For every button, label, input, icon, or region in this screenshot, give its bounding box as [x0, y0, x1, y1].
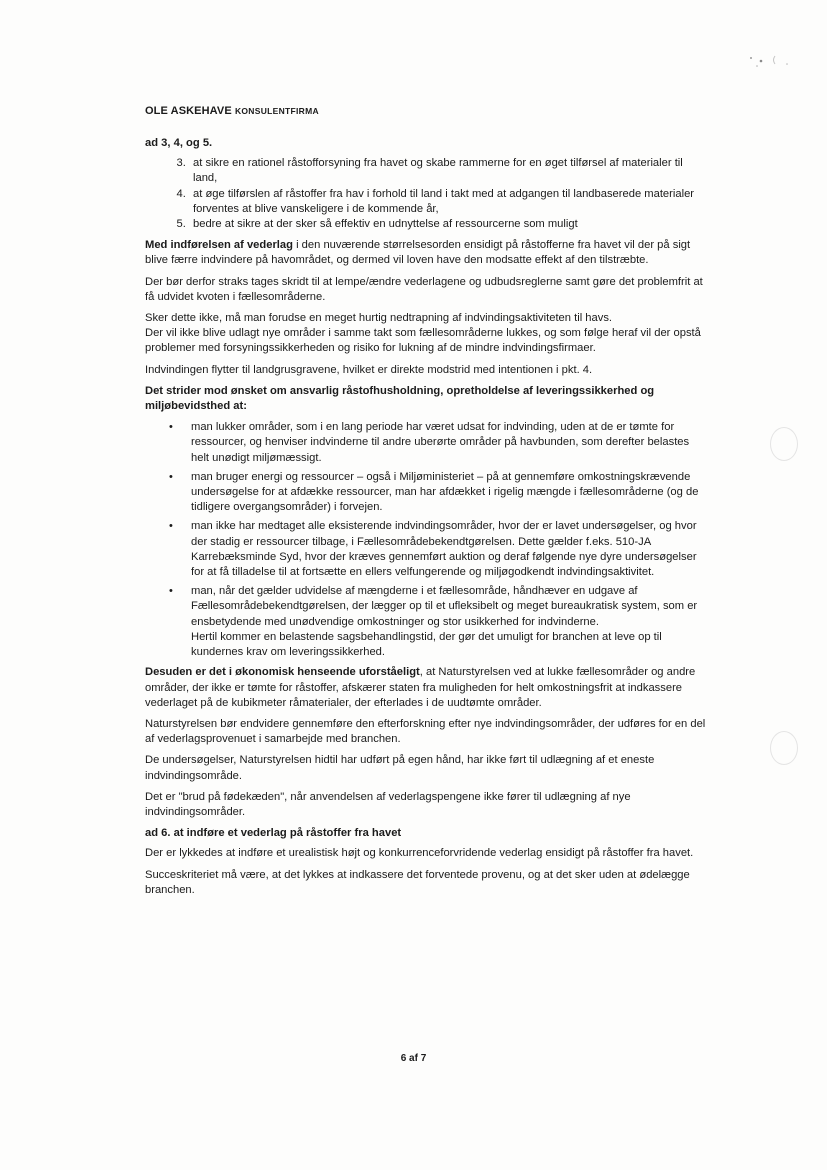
paragraph-undersogelser: De undersøgelser, Naturstyrelsen hidtil har udført på egen hånd, har ikke ført til udlægning af et eneste indvindingsområde.	[145, 754, 655, 782]
punch-hole-top	[770, 427, 798, 461]
paragraph-succeskriterie: Succeskriteriet må være, at det lykkes at indkassere det forventede provenu, og at det sker uden at ødelægge branchen.	[145, 868, 690, 896]
paragraph-lead: Med indførelsen af vederlag	[145, 239, 293, 252]
company-name: OLE ASKEHAVE	[145, 105, 232, 117]
section-heading-6: ad 6. at indføre et vederlag på råstoffer fra havet	[145, 827, 402, 840]
punch-hole-bottom	[770, 731, 798, 765]
paragraph-landgrusgrave: Indvindingen flytter til landgrusgravene, hvilket er direkte modstrid med intentionen i pkt. 4.	[145, 363, 593, 376]
page-number: 6 af 7	[400, 1053, 427, 1064]
section-heading-3-4-5: ad 3, 4, og 5.	[145, 137, 213, 149]
paragraph-fodekaede: Det er "brud på fødekæden", når anvendelsen af vederlagspengene ikke fører til udlægning af nye indvindingsområder.	[145, 790, 631, 818]
paragraph-nedtrapning	[145, 311, 707, 357]
paragraph-text: i den nuværende størrelsesorden ensidigt på råstofferne fra havet vil der på sigt blive færre indvindere på havområdet, og dermed vil loven have den modsatte effekt af den tilstræbte.	[145, 239, 691, 267]
scan-specks	[745, 52, 795, 72]
bullet-item: • man lukker områder, som i en lang periode har været udsat for indvinding, uden at de er tømte for ressourcer, og henviser indvinderne til andre uberørte områder på havbunden, som derefter belastes helt unødigt miljømæssigt.	[189, 420, 707, 466]
bullet-item	[189, 584, 707, 660]
document-body	[145, 136, 707, 904]
numbered-list	[145, 156, 707, 232]
paragraph-text: , at Naturstyrelsen ved at lukke fællesområder og andre områder, der ikke er tømte for råstoffer, afskærer staten fra muligheden for helt omkostningsfrit at indkassere vederlaget på de kubikmeter råmaterialer, der efterlades i de uudtømte områder.	[145, 666, 696, 709]
list-item: 3. at sikre en rationel råstofforsyning fra havet og skabe rammerne for en øget tilførsel af materialer til land,	[189, 156, 707, 186]
paragraph-urealistisk: Der er lykkedes at indføre et urealistisk højt og konkurrenceforvridende vederlag ensidigt på råstoffer fra havet.	[145, 847, 694, 860]
bullet-item: • man bruger energi og ressourcer – også i Miljøministeriet – på at gennemføre omkostningskrævende undersøgelse for at afdække ressourcer, man har afdækket i rigelig mængde i fællesområderne (og de tidligere overgangsområder) i forvejen.	[189, 470, 707, 516]
paragraph-vederlag	[145, 238, 707, 268]
letterhead	[145, 105, 319, 117]
paragraph-lead: Desuden er det i økonomisk henseende uforståeligt	[145, 666, 420, 679]
paragraph-text: Sker dette ikke, må man forudse en meget hurtig nedtrapning af indvindingsaktiviteten til havs.	[145, 312, 613, 325]
list-item: 5. bedre at sikre at der sker så effektiv en udnyttelse af ressourcerne som muligt	[189, 217, 707, 232]
paragraph-text: Der vil ikke blive udlagt nye områder i samme takt som fællesområderne lukkes, og som følge heraf vil der opstå problemer med forsyningssikkerheden og risiko for lukning af de mindre indvindingsfirmaer.	[145, 327, 701, 355]
paragraph-okonomisk	[145, 665, 707, 711]
bullet-list	[145, 420, 707, 660]
paragraph-lempe: Der bør derfor straks tages skridt til at lempe/ændre vederlagene og udbudsreglerne samt gøre det problemfrit at få udvidet kvoten i fællesområderne.	[145, 275, 703, 303]
paragraph-efterforskning: Naturstyrelsen bør endvidere gennemføre den efterforskning efter nye indvindingsområder, der udføres for en del af vederlagsprovenuet i samarbejde med branchen.	[145, 717, 706, 746]
bullet-text: • man, når det gælder udvidelse af mængderne i et fællesområde, håndhæver en udgave af Fællesområdebekendtgørelsen, der lægger op til et ufleksibelt og meget bureaukratisk system, som er ensbetydende med unødvendige omkostninger og stor usikkerhed for indvinderne.	[191, 585, 698, 628]
list-item: 4. at øge tilførslen af råstoffer fra hav i forhold til land i takt med at adgangen til landbaserede materialer forventes at blive vanskeligere i de kommende år,	[189, 187, 707, 217]
bullet-extra: Hertil kommer en belastende sagsbehandlingstid, der gør det umuligt for branchen at leve op til kundernes krav om leveringssikkerhed.	[191, 630, 662, 659]
company-subtitle: KONSULENTFIRMA	[234, 106, 319, 116]
bullet-item: • man ikke har medtaget alle eksisterende indvindingsområder, hvor der er lavet undersøgelser, og hvor der stadig er ressourcer tilbage, i Fællesområdebekendtgørelsen. Dette gælder f.eks. 510-JA Karrebæksminde Syd, hvor der kræves gennemført auktion og deraf følgende nye dyre undersøgelser for at få tilladelse til at fortsætte en ellers velfungerende og miljøgodkendt indvindingsaktivitet.	[189, 519, 707, 580]
conflict-heading: Det strider mod ønsket om ansvarlig råstofhusholdning, opretholdelse af leveringssikkerhed og miljøbevidsthed at:	[145, 384, 655, 413]
